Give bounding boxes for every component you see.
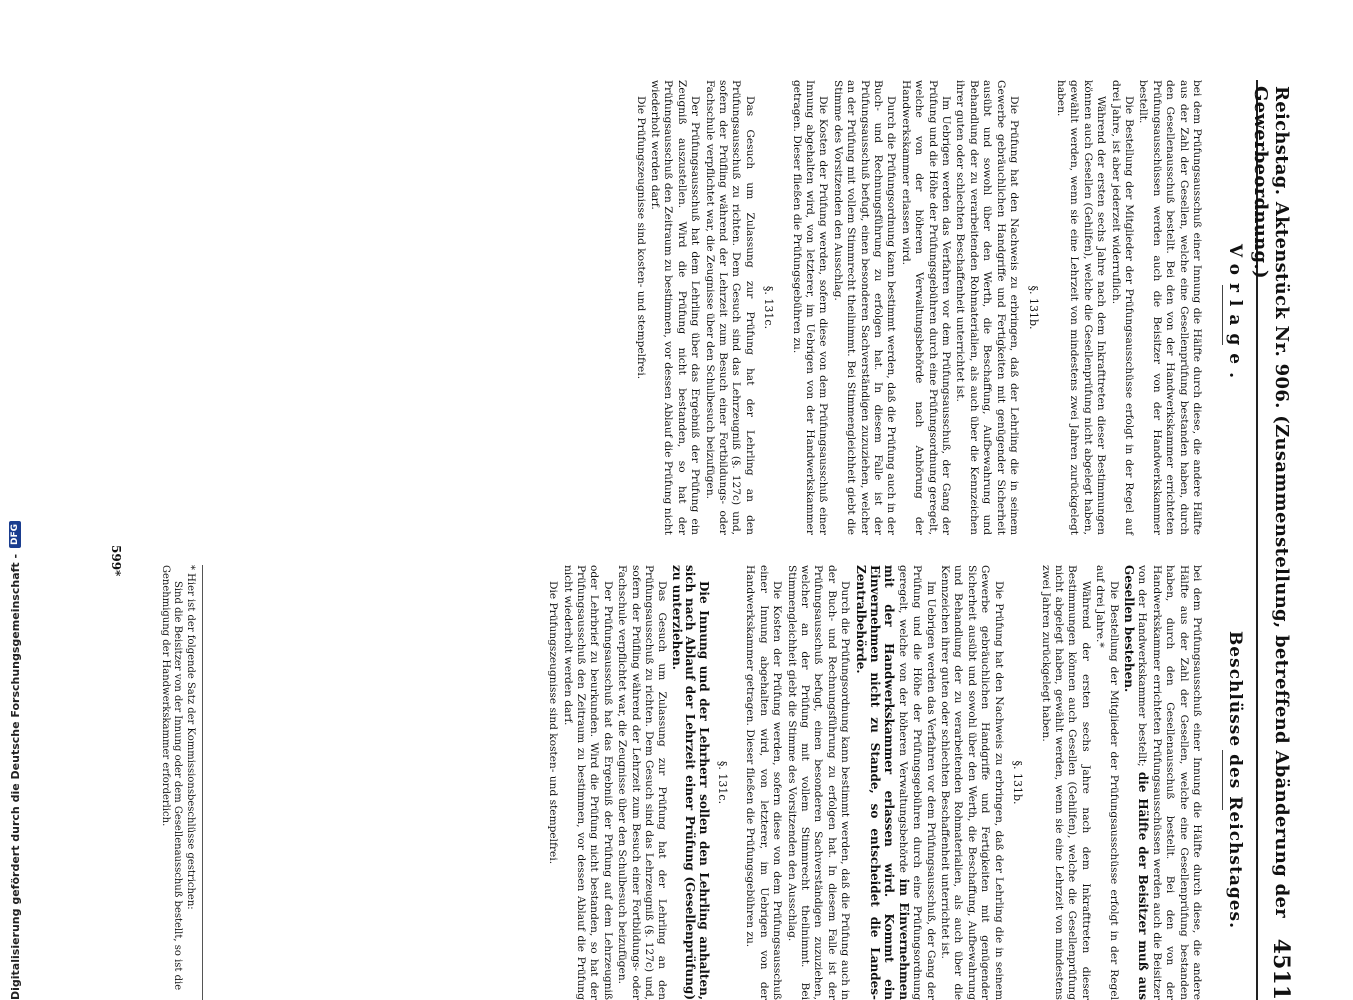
right-heading-rule bbox=[1222, 750, 1223, 810]
dfg-logo-icon: DFG bbox=[9, 521, 21, 548]
paragraph: Im Uebrigen werden das Verfahren vor dem Prüfungsausschuß, der Gang der Prüfung und die Höhe der Prüfungsgebühren durch eine Prüfungsordnung geregelt, welche von der höheren Verwaltungsbehörde nach Anhörung der Handwerkskammer erlassen wird. bbox=[899, 80, 953, 535]
section-heading: §. 131b. bbox=[1026, 285, 1040, 330]
paragraph: Die Prüfungszeugnisse sind kosten- und stempelfrei. bbox=[634, 96, 647, 380]
bold-text: im Einvernehmen mit der Handwerkskammer erlassen wird. Kommt ein Einvernehmen nicht zu Stande, so entscheidet die Landes-Zentralbehörde. bbox=[853, 565, 911, 1000]
footnote bbox=[159, 565, 204, 1000]
paragraph: Die Bestellung der Mitglieder der Prüfungsausschüsse erfolgt in der Regel auf drei Jahre, ist aber jederzeit widerruflich. bbox=[1109, 80, 1135, 535]
paragraph: Die Kosten der Prüfung werden, sofern diese von dem Prüfungsausschuß einer Innung abgehalten wird, von letzterer, im Uebrigen von der Handwerkskammer getragen. Dieser fließen die Prüfungsgebühren zu. bbox=[790, 80, 830, 535]
header-title: Reichstag. Aktenstück Nr. 906. (Zusammenstellung, betreffend Abänderung der Gewerbeordnung.) bbox=[1250, 86, 1292, 919]
paragraph: Die Prüfungszeugnisse sind kosten- und stempelfrei. bbox=[547, 581, 560, 865]
section-heading: §. 131c. bbox=[762, 285, 776, 330]
paragraph: bei dem Prüfungsausschuß einer Innung die Hälfte durch diese, die andere Hälfte aus der Zahl der Gesellen, welche eine Gesellenprüfung bestanden haben, durch den Gesellenausschuß bestellt. Bei den von der Handwerkskammer errichteten Prüfungsausschüssen werden auch die Beisitzer von der Handwerkskammer bestellt. bbox=[1137, 80, 1203, 535]
paragraph: Die Bestellung der Mitglieder der Prüfungsausschüsse erfolgt in der Regel auf drei Jahre.* bbox=[1094, 565, 1120, 1000]
paragraph: Während der ersten sechs Jahre nach dem Inkrafttreten dieser Bestimmungen können auch Gesellen (Gehilfen), welche die Gesellenprüfung nicht abgelegt haben, gewählt werden, wenn sie eine Lehrzeit von mindestens zwei Jahren zurückgelegt haben. bbox=[1054, 80, 1108, 535]
paragraph: Durch die Prüfungsordnung kann bestimmt werden, daß die Prüfung auch in der Buch- und Rechnungsführung zu erfolgen hat. In diesem Falle ist der Prüfungsausschuß befugt, einen besonderen Sachverständigen zuzuziehen, welcher an der Prüfung mit vollem Stimmrecht theilnimmt. Bei Stimmengleichheit giebt die Stimme des Vorsitzenden den Ausschlag. bbox=[785, 565, 852, 1000]
page-header bbox=[1250, 80, 1298, 1000]
text: bei dem Prüfungsausschuß einer Innung die Hälfte durch diese, die andere Hälfte aus der Zahl der Gesellen, welche eine Gesellenprüfung bestanden haben, durch den Gesellenausschuß bestellt. Bei den von der Handwerkskammer errichteten Prüfungsausschüssen werden auch die Beisitzer von der Handwerkskammer bestellt; bbox=[1136, 565, 1203, 1000]
footnote-line: Sind die Beisitzer von der Innung oder dem Gesellenausschuß bestellt, so ist die Genehmigung der Handwerkskammer erforderlich. bbox=[160, 565, 184, 991]
bold-text: die Hälfte der Beisitzer muß aus Gesellen bestehen. bbox=[1121, 565, 1151, 1000]
paragraph: Die Kosten der Prüfung werden, sofern diese von dem Prüfungsausschuß einer Innung abgehalten wird, von letzterer, im Uebrigen von der Handwerkskammer getragen. Dieser fließen die Prüfungsgebühren zu. bbox=[744, 565, 784, 1000]
paragraph bbox=[852, 565, 936, 1000]
paragraph: Das Gesuch um Zulassung zur Prüfung hat der Lehrling an den Prüfungsausschuß zu richten. Dem Gesuch sind das Lehrzeugniß (§. 127c) und, sofern der Prüfling während der Lehrzeit zum Besuch einer Fortbildungs- oder Fachschule verpflichtet war, die Zeugnisse über den Schulbesuch beizufügen. bbox=[703, 80, 756, 535]
footnote-line: * Hier ist der folgende Satz der Kommissionsbeschlüsse gestrichen: bbox=[185, 565, 196, 910]
bold-paragraph: Die Innung und der Lehrherr sollen den Lehrling anhalten, sich nach Ablauf der Lehrzeit einer Prüfung (Gesellenprüfung) zu unterziehen. bbox=[669, 565, 711, 1000]
page-number: 4511 bbox=[1268, 938, 1294, 1000]
right-column-heading: Beschlüsse des Reichstages. bbox=[1225, 630, 1245, 930]
digitization-credit bbox=[4, 523, 26, 1000]
credit-text: Digitalisierung gefördert durch die Deutsche Forschungsgemeinschaft - bbox=[8, 553, 22, 1000]
paragraph: Während der ersten sechs Jahre nach dem Inkrafttreten dieser Bestimmungen können auch Gesellen (Gehilfen), welche die Gesellenprüfung nicht abgelegt haben, gewählt werden, wenn sie eine Lehrzeit von mindestens zwei Jahren zurückgelegt haben. bbox=[1039, 565, 1092, 1000]
text: Im Uebrigen werden das Verfahren vor dem Prüfungsausschuß, der Gang der Prüfung und die Höhe der Prüfungsgebühren durch eine Prüfungsordnung geregelt, welche von der höheren Verwaltungsbehörde bbox=[896, 565, 937, 1000]
paragraph: Die Prüfung hat den Nachweis zu erbringen, daß der Lehrling die in seinem Gewerbe gebräuchlichen Handgriffe und Fertigkeiten mit genügender Sicherheit ausübt und sowohl über den Werth, die Beschaffung, Aufbewahrung und Behandlung der zu verarbeitenden Rohmaterialien, als auch über die Kennzeichen ihrer guten oder schlechten Beschaffenheit unterrichtet ist. bbox=[939, 565, 1005, 1000]
paragraph: Durch die Prüfungsordnung kann bestimmt werden, daß die Prüfung auch in der Buch- und Rechnungsführung zu erfolgen hat. In diesem Falle ist der Prüfungsausschuß befugt, einen besonderen Sachverständigen zuzuziehen, welcher an der Prüfung mit vollem Stimmrecht theilnimmt. Bei Stimmengleichheit giebt die Stimme des Vorsitzenden den Ausschlag. bbox=[831, 80, 898, 535]
paragraph: Die Prüfung hat den Nachweis zu erbringen, daß der Lehrling die in seinem Gewerbe gebräuchlichen Handgriffe und Fertigkeiten mit genügender Sicherheit ausübt und sowohl über den Werth, die Beschaffung, Aufbewahrung und Behandlung der zu verarbeitenden Rohmaterialien, als auch über die Kennzeichen ihrer guten oder schlechten Beschaffenheit unterrichtet ist. bbox=[954, 80, 1021, 535]
paragraph: Der Prüfungsausschuß hat dem Lehrling über das Ergebniß der Prüfung ein Zeugniß auszustellen. Wird die Prüfung nicht bestanden, so hat der Prüfungsausschuß den Zeitraum zu bestimmen, vor dessen Ablauf die Prüfung nicht wiederholt werden darf. bbox=[648, 80, 702, 535]
footer-number: 599* bbox=[109, 545, 123, 577]
paragraph: Das Gesuch um Zulassung zur Prüfung hat der Lehrling an den Prüfungsausschuß zu richten. Dem Gesuch sind das Lehrzeugniß (§. 127c) und, sofern der Prüfling während der Lehrzeit zum Besuch einer Fortbildungs- oder Fachschule verpflichtet war, die Zeugnisse über den Schulbesuch beizufügen. bbox=[616, 565, 669, 1000]
paragraph bbox=[1121, 565, 1203, 1000]
right-column bbox=[545, 565, 1203, 1000]
section-heading: §. 131b. bbox=[1011, 760, 1025, 805]
paragraph: Der Prüfungsausschuß hat das Ergebniß der Prüfung auf dem Lehrzeugniß oder Lehrbrief zu beurkunden. Wird die Prüfung nicht bestanden, so hat der Prüfungsausschuß den Zeitraum zu bestimmen, vor dessen Ablauf die Prüfung nicht wiederholt werden darf. bbox=[561, 565, 614, 1000]
left-column-heading: Vorlage. bbox=[1225, 243, 1245, 387]
left-column bbox=[632, 80, 1203, 535]
section-heading: §. 131c. bbox=[716, 760, 729, 805]
left-heading-rule bbox=[1222, 285, 1223, 345]
